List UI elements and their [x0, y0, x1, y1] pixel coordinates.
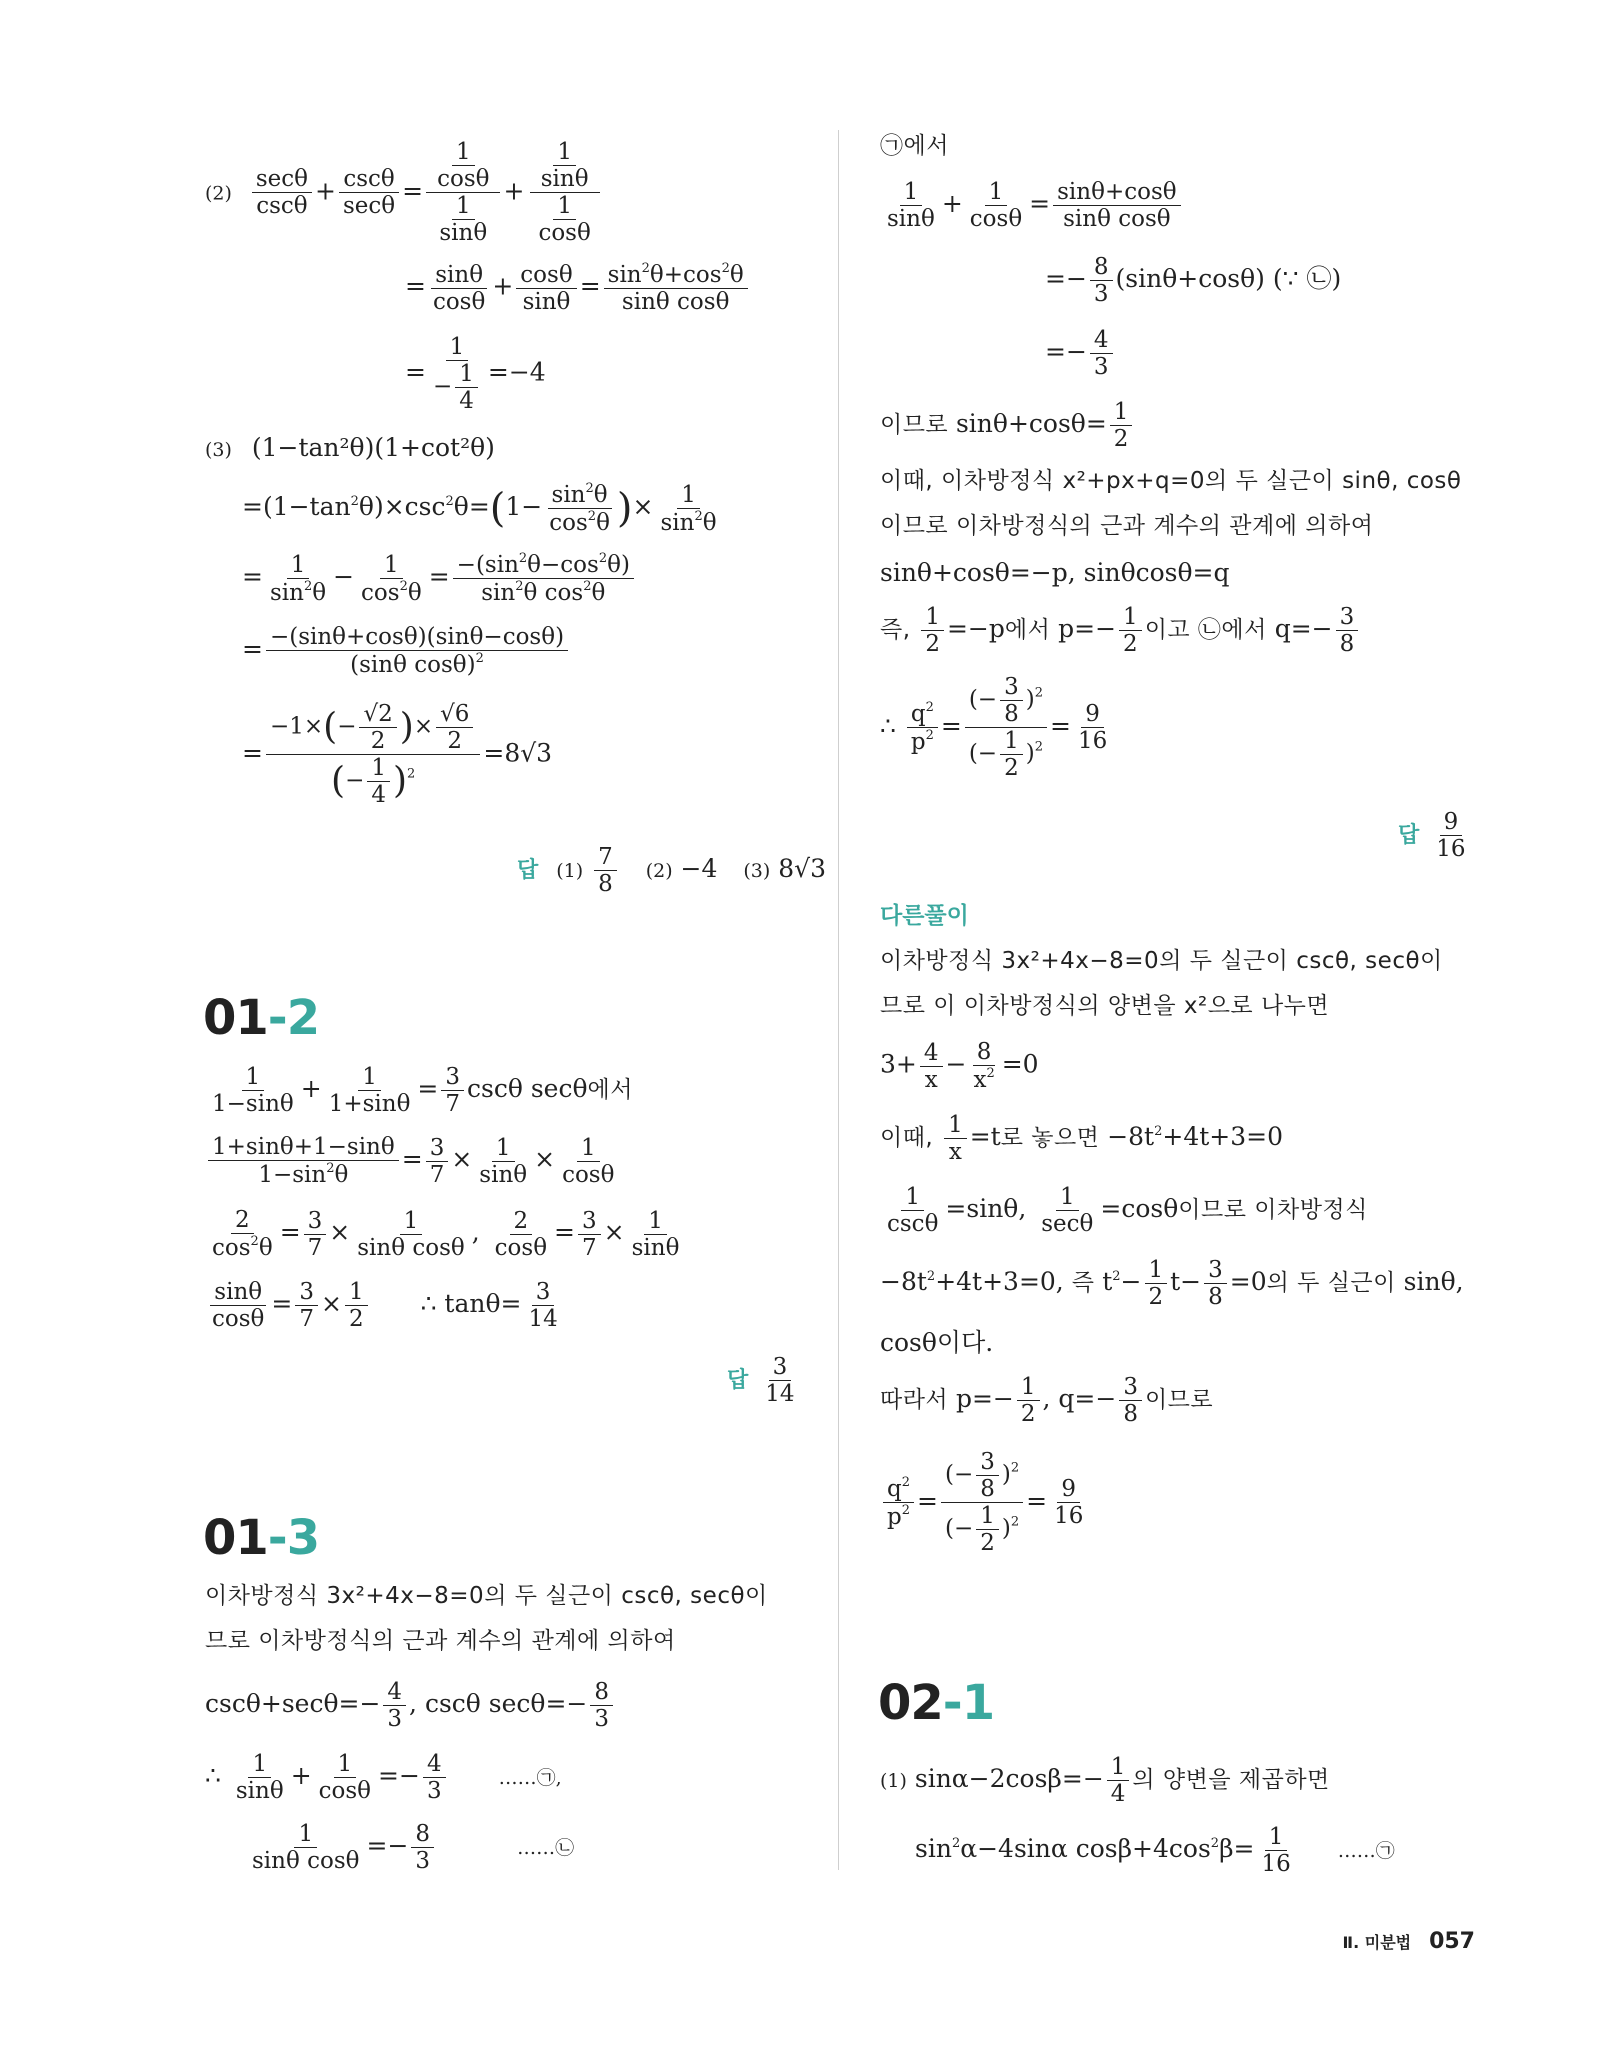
answer-label: 답	[1398, 823, 1420, 849]
chapter-label: Ⅱ. 미분법	[1342, 1933, 1412, 1952]
r-text-4: sinθ+cosθ=−p, sinθcosθ=q	[880, 558, 1230, 587]
p2-label: (2)	[205, 182, 232, 205]
p3-first: (1−tan²θ)(1+cot²θ)	[251, 433, 495, 462]
s012-line-1: $\frac{1}{1-\sin\theta}$ + $\frac{1}{1+\sin\theta}$ = $\frac{3}{7}$ cscθ secθ에서	[212, 1064, 633, 1118]
fraction: $\frac{\frac{1}{\cos\theta}}{\frac{1}{\sin\theta}}$	[426, 140, 500, 246]
alt-text-2: 므로 이 이차방정식의 양변을 x²으로 나누면	[880, 993, 1330, 1019]
answer-3: 답 $\frac{9}{16}$	[1398, 809, 1466, 863]
section-heading-02-1: 02-1	[878, 1675, 995, 1731]
r-line-3: =− $\frac{4}{3}$	[1045, 328, 1116, 379]
s013-text-2: 므로 이차방정식의 근과 계수의 관계에 의하여	[205, 1628, 676, 1654]
fraction: $\frac{\csc\theta}{\sec\theta}$	[339, 167, 399, 218]
answer-1: 답 (1) $\frac{7}{8}$ (2) −4 (3) 8√3	[517, 844, 826, 898]
s013-line-1: cscθ+secθ=− $\frac{4}{3}$ , cscθ secθ=− $\frac{8}{3}$	[205, 1680, 616, 1731]
answer-label: 답	[517, 858, 539, 884]
p3-line-5: = −1×(− $\frac{√2}{2}$ )× $\frac{√6}{2}$ (− $\frac{1}{4}$ )$^2$ =8√3	[242, 701, 553, 809]
answer-2: 답 $\frac{3}{14}$	[727, 1354, 795, 1408]
r-text-5: 즉, $\frac{1}{2}$ =−p에서 p=− $\frac{1}{2}$ 이고 ㉡에서 q=− $\frac{3}{8}$	[880, 605, 1361, 656]
alt-text-1: 이차방정식 3x²+4x−8=0의 두 실근이 cscθ, secθ이	[880, 948, 1443, 974]
s012-line-3: $\frac{2}{\cos^2\theta}$ = $\frac{3}{7}$ × $\frac{1}{\text{sinθ cosθ}}$ , $\frac{2}{\cos\theta}$ = $\frac{3}{7}$ × $\frac{1}{\sin\theta}$	[212, 1207, 680, 1262]
p2-line-3: = 1 − $\frac{1}{4}$ =−4	[405, 334, 546, 415]
r-line-2: =− $\frac{8}{3}$ (sinθ+cosθ) (∵ ㉡)	[1045, 254, 1342, 308]
r-line-1: $\frac{1}{\sin\theta}$ + $\frac{1}{\cos\theta}$ = $\frac{\sin\theta+\cos\theta}{\text{sinθ cosθ}}$	[880, 180, 1184, 231]
p3-line-1	[205, 435, 495, 460]
alt-text-8: 따라서 p=− $\frac{1}{2}$ , q=− $\frac{3}{8}$ 이므로	[880, 1374, 1214, 1428]
p3-line-4: = $\frac{-(\sin\theta+\cos\theta)(\sin\theta-\cos\theta)}{(\sin\theta \cos\theta)^2}$	[242, 625, 571, 677]
p2-line-1: (2) $\frac{\sec\theta}{\csc\theta}$ + $\frac{\csc\theta}{\sec\theta}$ = $\frac{\frac{1}{\cos\theta}}{\frac{1}{\sin\theta}}$ + $\frac{\frac{1}{\sin\theta}}{\frac{1}{\cos\theta}}$	[205, 140, 605, 246]
s021-text-2: $\sin^2\alpha-4\sin\alpha$ $\cos\beta+4\cos^2\beta=$ $\frac{1}{16}$ ……㉠	[915, 1824, 1395, 1878]
fraction: $\frac{\frac{1}{\sin\theta}}{\frac{1}{\cos\theta}}$	[527, 140, 601, 246]
page-footer	[1343, 1925, 1475, 1954]
r-text-1: 이므로 sinθ+cosθ= $\frac{1}{2}$	[880, 400, 1135, 451]
alt-text-4: 이때, $\frac{1}{x}$ =t로 놓으면 $-8t^2+4t+3=0$	[880, 1112, 1283, 1166]
s012-line-2: $\frac{1+\sin\theta+1-\sin\theta}{1-\sin^2\theta}$ = $\frac{3}{7}$ × $\frac{1}{\sin\theta}$ × $\frac{1}{\cos\theta}$	[205, 1135, 621, 1187]
section-heading-01-2: 01-2	[203, 990, 320, 1046]
p3-line-3: = $\frac{1}{\sin^2\theta}$ − $\frac{1}{\cos^2\theta}$ = $\frac{-(\sin^2\theta-\cos^2\theta)}{\sin^2\theta \cos^2\theta}$	[242, 552, 637, 605]
r-intro: ㉠에서	[880, 133, 949, 159]
fraction: $\frac{\sec\theta}{\csc\theta}$	[252, 167, 312, 218]
s013-text-1: 이차방정식 3x²+4x−8=0의 두 실근이 cscθ, secθ이	[205, 1583, 768, 1609]
alt-text-3: 3+ $\frac{4}{x}$ − $\frac{8}{x^2}$ =0	[880, 1039, 1039, 1094]
s013-line-2: ∴ $\frac{1}{\sin\theta}$ + $\frac{1}{\cos\theta}$ =− $\frac{4}{3}$ ……㉠,	[205, 1751, 562, 1805]
s012-line-4: $\frac{\sin\theta}{\cos\theta}$ = $\frac{3}{7}$ × $\frac{1}{2}$ ∴ tanθ= $\frac{3}{14}$	[212, 1279, 558, 1333]
r-text-6: ∴ $\frac{q^2}{p^2}$ = (− $\frac{3}{8}$ )$^2$ (− $\frac{1}{2}$ )$^2$ = $\frac{9}{16}$	[880, 674, 1108, 782]
s013-line-3: $\frac{1}{\text{sinθ cosθ}}$ =− $\frac{8}{3}$ ……㉡	[252, 1821, 575, 1875]
p3-line-2: $=(1-\tan^2\theta)\times\csc^2\theta=(1-$ $\frac{\sin^2\theta}{\cos^2\theta}$ )× $\frac{1}{\sin^2\theta}$	[242, 481, 717, 537]
alt-text-9: $\frac{q^2}{p^2}$ = (− $\frac{3}{8}$ )$^2$ (− $\frac{1}{2}$ )$^2$ = $\frac{9}{16}$	[880, 1450, 1090, 1556]
alt-text-5: $\frac{1}{\csc\theta}$ =sinθ, $\frac{1}{\sec\theta}$ =cosθ이므로 이차방정식	[887, 1184, 1368, 1238]
alt-text-6: $-8t^2+4t+3=0$, 즉 $t^2-$ $\frac{1}{2}$ t− $\frac{3}{8}$ =0의 두 실근이 sinθ,	[880, 1257, 1464, 1311]
column-divider	[838, 130, 839, 1870]
answer-label: 답	[727, 1368, 749, 1394]
r-text-2: 이때, 이차방정식 x²+px+q=0의 두 실근이 sinθ, cosθ	[880, 468, 1462, 494]
p3-label: (3)	[205, 439, 232, 461]
section-heading-01-3: 01-3	[203, 1510, 320, 1566]
page-number: 057	[1429, 1929, 1475, 1954]
r-text-3: 이므로 이차방정식의 근과 계수의 관계에 의하여	[880, 513, 1374, 539]
s021-text-1: (1) sinα−2cosβ=− $\frac{1}{4}$ 의 양변을 제곱하면	[880, 1754, 1330, 1808]
alt-solution-title: 다른풀이	[880, 903, 969, 929]
alt-text-7: cosθ이다.	[880, 1328, 994, 1357]
p2-line-2: = $\frac{\sin\theta}{\cos\theta}$ + $\frac{\cos\theta}{\sin\theta}$ = $\frac{\sin^2\theta+\cos^2\theta}{\text{sinθ cosθ}}$	[405, 262, 751, 314]
